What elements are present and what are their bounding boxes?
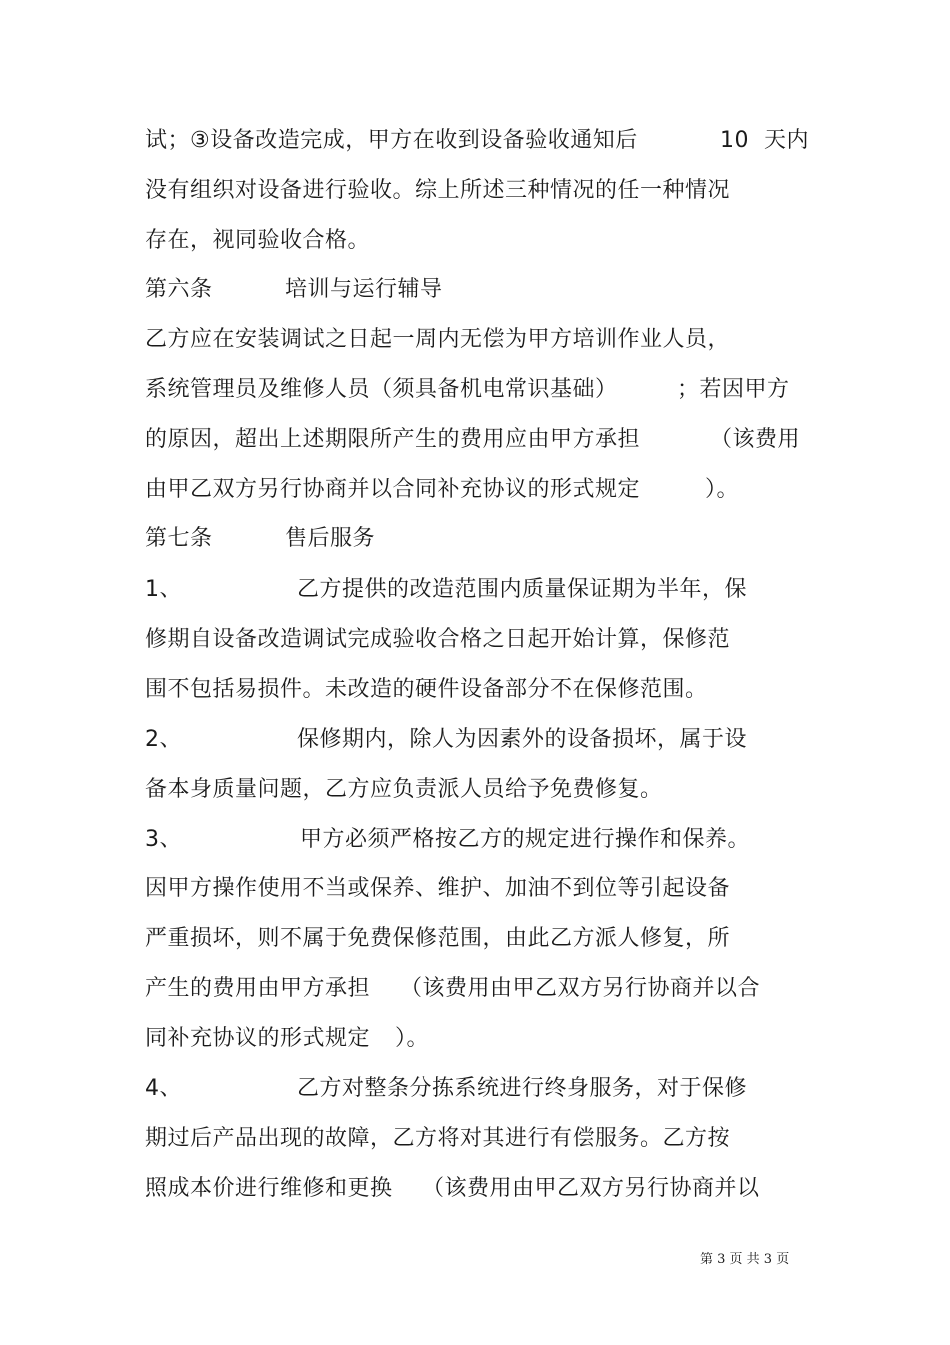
text-segment: （该费用 [710, 427, 801, 452]
text-segment: 的原因，超出上述期限所产生的费用应由甲方承担 [145, 427, 641, 452]
text-segment: 围不包括易损件。未改造的硬件设备部分不在保修范围。 [145, 677, 708, 702]
text-segment: 乙方对整条分拣系统进行终身服务，对于保修 [297, 1076, 748, 1101]
section-number: 第七条 [145, 526, 213, 551]
page-number: 第 3 页 共 3 页 [700, 1252, 790, 1267]
section-title: 售后服务 [285, 526, 376, 551]
list-number: 4、 [145, 1076, 182, 1101]
text-segment: 由甲乙双方另行协商并以合同补充协议的形式规定 [145, 477, 641, 502]
text-segment: ；若因甲方 [677, 377, 790, 402]
text-segment: （该费用由甲乙双方另行协商并以 [422, 1176, 760, 1201]
text-segment: 乙方应在安装调试之日起一周内无偿为甲方培训作业人员， [145, 327, 731, 352]
text-segment: 试；③设备改造完成，甲方在收到设备验收通知后 [145, 128, 638, 153]
text-segment: 同补充协议的形式规定 [145, 1026, 371, 1051]
text-segment: ）。 [395, 1026, 430, 1051]
text-segment: 期过后产品出现的故障，乙方将对其进行有偿服务。乙方按 [145, 1126, 731, 1151]
list-number: 3、 [145, 827, 182, 852]
text-segment: 产生的费用由甲方承担 [145, 976, 371, 1001]
text-segment: （该费用由甲乙双方另行协商并以合 [400, 976, 761, 1001]
section-title: 培训与运行辅导 [285, 277, 443, 302]
section-number: 第六条 [145, 277, 213, 302]
text-segment: 严重损坏，则不属于免费保修范围，由此乙方派人修复，所 [145, 926, 731, 951]
text-segment: 系统管理员及维修人员（须具备机电常识基础） [145, 377, 618, 402]
list-number: 2、 [145, 727, 182, 752]
text-segment: 修期自设备改造调试完成验收合格之日起开始计算，保修范 [145, 627, 731, 652]
text-segment: 因甲方操作使用不当或保养、维护、加油不到位等引起设备 [145, 876, 731, 901]
text-segment: 存在，视同验收合格。 [145, 228, 371, 253]
text-segment: 保修期内，除人为因素外的设备损坏，属于设 [297, 727, 748, 752]
text-segment: 乙方提供的改造范围内质量保证期为半年，保 [297, 577, 748, 602]
text-segment: 10 天内 [720, 128, 809, 153]
text-segment: 备本身质量问题，乙方应负责派人员给予免费修复。 [145, 777, 663, 802]
text-segment: ）。 [705, 477, 740, 502]
text-segment: 没有组织对设备进行验收。综上所述三种情况的任一种情况 [145, 178, 731, 203]
list-number: 1、 [145, 577, 182, 602]
text-segment: 甲方必须严格按乙方的规定进行操作和保养。 [300, 827, 751, 852]
text-segment: 照成本价进行维修和更换 [145, 1176, 393, 1201]
